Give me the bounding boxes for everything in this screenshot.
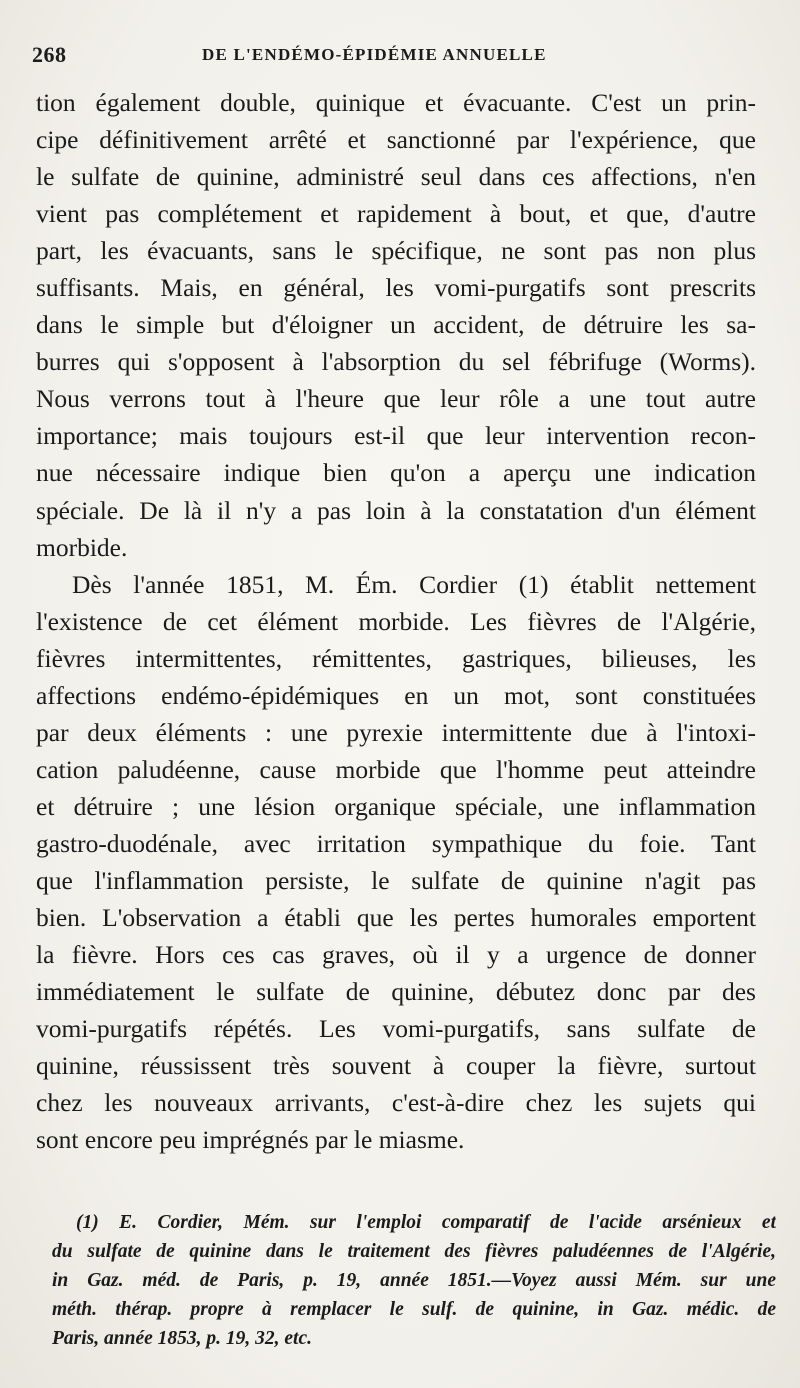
text-line: suffisants. Mais, en général, les vomi-purgatifs sont prescrits [36,273,756,303]
running-title: DE L'ENDÉMO-ÉPIDÉMIE ANNUELLE [202,45,547,64]
text-line: importance; mais toujours est-il que leur intervention recon- [36,421,756,451]
page-header [32,42,752,72]
text-line: par deux éléments : une pyrexie intermittente due à l'intoxi- [36,717,756,747]
text-line: immédiatement le sulfate de quinine, débutez donc par des [36,977,756,1007]
text-line: fièvres intermittentes, rémittentes, gastriques, bilieuses, les [36,643,756,673]
text-line: burres qui s'opposent à l'absorption du sel fébrifuge (Worms). [36,347,756,377]
text-line: cation paludéenne, cause morbide que l'homme peut atteindre [36,754,756,784]
footnote-line: du sulfate de quinine dans le traitement des fièvres paludéennes de l'Algérie, [52,1241,776,1262]
text-line: part, les évacuants, sans le spécifique, ne sont pas non plus [36,236,756,266]
text-line: quinine, réussissent très souvent à couper la fièvre, surtout [36,1051,756,1081]
text-line: nue nécessaire indique bien qu'on a aperçu une indication [36,458,756,488]
footnote-line: (1) E. Cordier, Mém. sur l'emploi comparatif de l'acide arsénieux et [76,1212,776,1233]
text-line: vient pas complétement et rapidement à bout, et que, d'autre [36,199,756,229]
footnote [52,1208,776,1353]
page-number: 268 [32,42,67,67]
text-line: tion également double, quinique et évacuante. C'est un prin- [36,88,756,117]
text-line: vomi-purgatifs répétés. Les vomi-purgatifs, sans sulfate de [36,1014,756,1044]
text-line: chez les nouveaux arrivants, c'est-à-dire chez les sujets qui [36,1088,756,1118]
text-line: l'existence de cet élément morbide. Les fièvres de l'Algérie, [36,606,756,636]
footnote-line: Paris, année 1853, p. 19, 32, etc. [52,1328,312,1349]
footnote-line: méth. thérap. propre à remplacer le sulf. de quinine, in Gaz. médic. de [52,1299,776,1320]
text-line: le sulfate de quinine, administré seul dans ces affections, n'en [36,162,756,192]
text-line: et détruire ; une lésion organique spéciale, une inflammation [36,791,756,821]
body-text [36,84,756,1158]
text-line: bien. L'observation a établi que les pertes humorales emportent [36,903,756,933]
footnote-line: in Gaz. méd. de Paris, p. 19, année 1851.—Voyez aussi Mém. sur une [52,1270,776,1291]
text-line: Nous verrons tout à l'heure que leur rôle a une tout autre [36,384,756,414]
text-line: la fièvre. Hors ces cas graves, où il y a urgence de donner [36,940,756,970]
text-line: Dès l'année 1851, M. Ém. Cordier (1) établit nettement [72,569,756,599]
text-line: que l'inflammation persiste, le sulfate de quinine n'agit pas [36,865,756,895]
text-line: gastro-duodénale, avec irritation sympathique du foie. Tant [36,828,756,858]
text-line: dans le simple but d'éloigner un accident, de détruire les sa- [36,310,756,340]
text-line: affections endémo-épidémiques en un mot, sont constituées [36,680,756,710]
text-line: cipe définitivement arrêté et sanctionné par l'expérience, que [36,125,756,155]
text-line: morbide. [36,532,128,562]
text-line: sont encore peu imprégnés par le miasme. [36,1125,465,1155]
text-line: spéciale. De là il n'y a pas loin à la constatation d'un élément [36,495,756,525]
